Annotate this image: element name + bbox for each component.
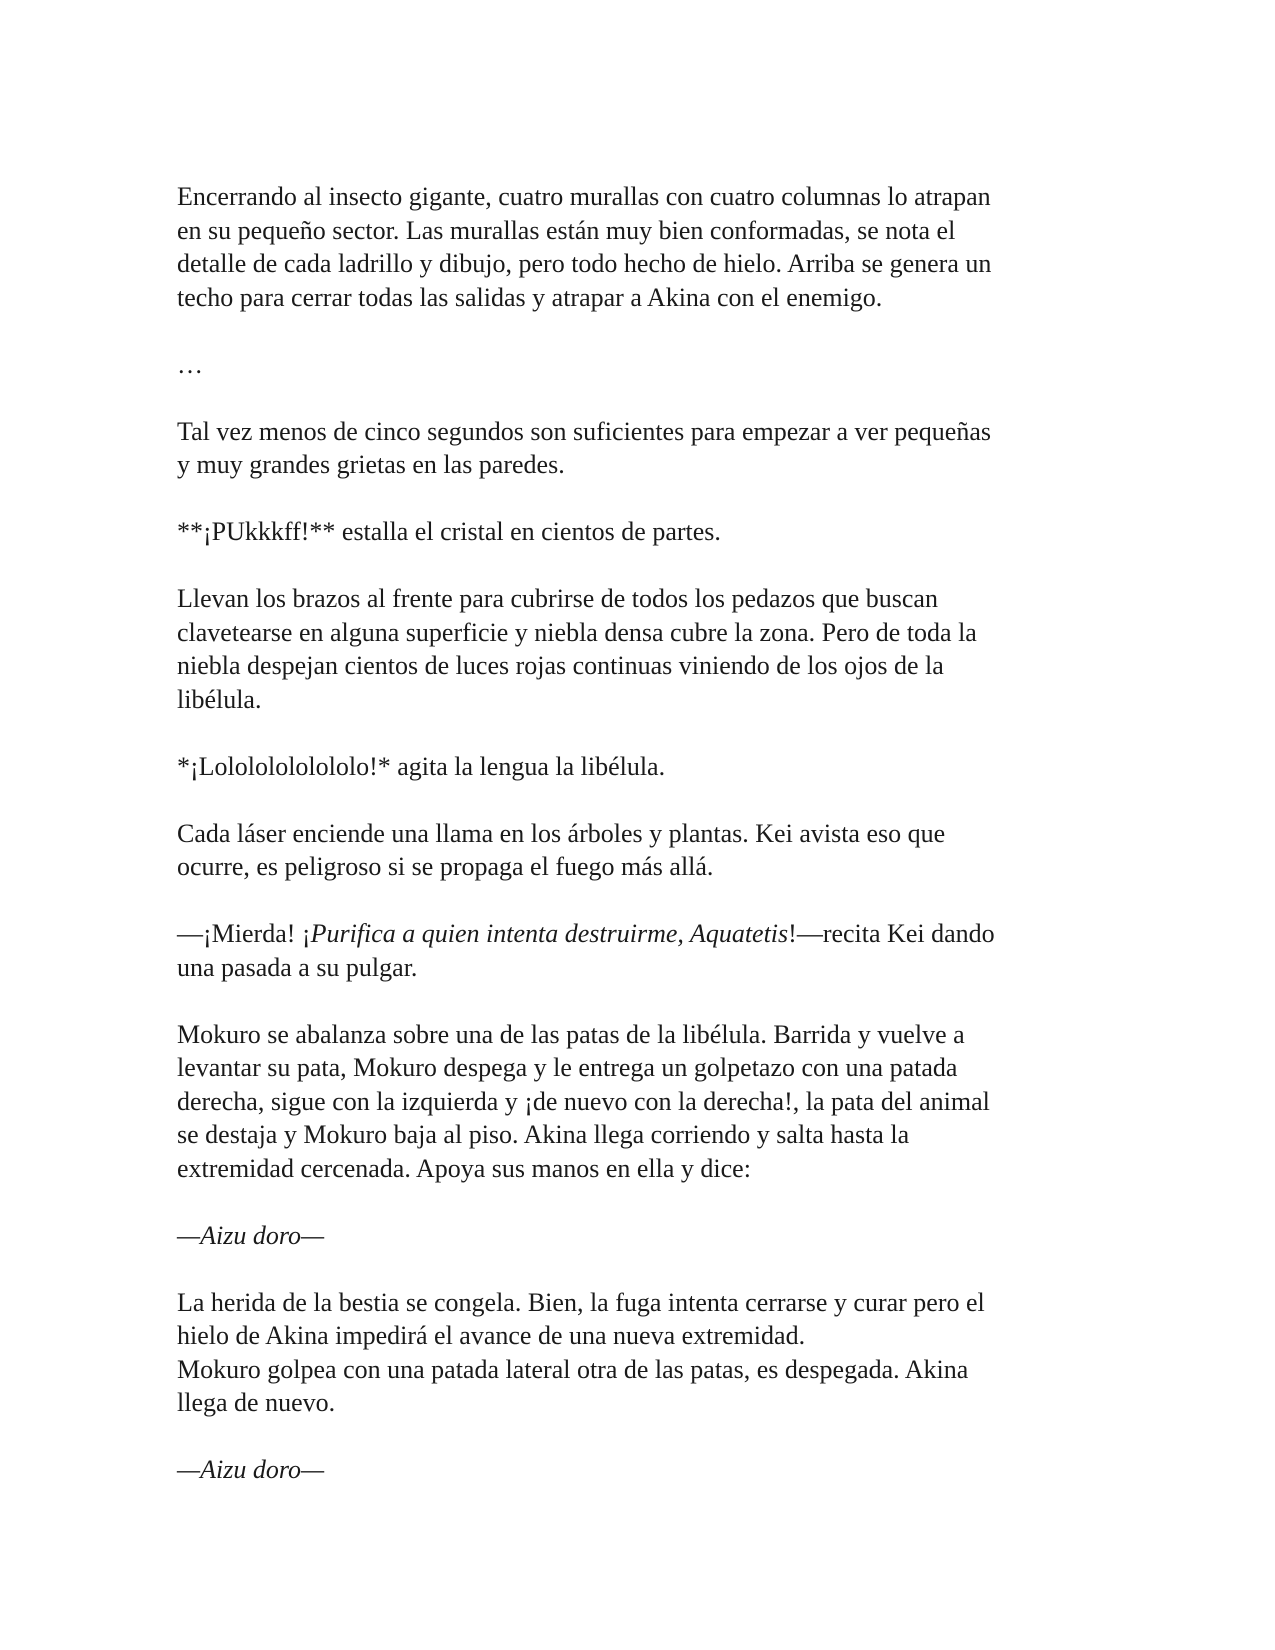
kei-spell-prefix: —¡Mierda! ¡ [177,919,311,948]
paragraph-aizu-doro-1: —Aizu doro— [177,1220,325,1250]
paragraph-wound-freezes: La herida de la bestia se congela. Bien, la fuga intenta cerrarse y curar pero el hielo de Akina impedirá el avance de una nueva extremidad. [177,1287,985,1350]
kei-spell-incantation: Purifica a quien intenta destruirme, Aquatetis [310,919,789,948]
kei-spell-suffix: !—recita Kei dando una pasada a su pulgar. [177,919,995,982]
paragraph-cracks: Tal vez menos de cinco segundos son suficientes para empezar a ver pequeñas y muy grandes grietas en las paredes. [177,416,991,479]
paragraph-kei-spell [177,917,1102,984]
paragraph-walls: Encerrando al insecto gigante, cuatro murallas con cuatro columnas lo atrapan en su pequeño sector. Las murallas están muy bien conformadas, se nota el detalle de cada ladrillo y dibujo, pero todo hecho de hielo. Arriba se genera un techo para cerrar todas las salidas y atrapar a Akina con el enemigo. [177,182,992,312]
paragraph-aizu-doro-2: —Aizu doro— [177,1455,325,1484]
document-page [177,180,1102,1520]
paragraph-tongue: *¡Lolololololololo!* agita la lengua la libélula. [177,751,666,781]
paragraph-mokuro-kick: Mokuro golpea con una patada lateral otra de las patas, es despegada. Akina llega de nuevo. [177,1354,969,1417]
paragraph-ellipsis: … [177,349,203,379]
paragraph-crystal-burst: **¡PUkkkff!** estalla el cristal en cientos de partes. [177,517,721,546]
paragraph-lasers: Cada láser enciende una llama en los árboles y plantas. Kei avista eso que ocurre, es peligroso si se propaga el fuego más allá. [177,818,946,881]
paragraph-fog: Llevan los brazos al frente para cubrirse de todos los pedazos que buscan clavetearse en alguna superficie y niebla densa cubre la zona. Pero de toda la niebla despejan cientos de luces rojas continuas viniendo de los ojos de la libélula. [177,584,977,714]
paragraph-mokuro-attack: Mokuro se abalanza sobre una de las patas de la libélula. Barrida y vuelve a levantar su pata, Mokuro despega y le entrega un golpetazo con una patada derecha, sigue con la izquierda y ¡de nuevo con la derecha!, la pata del animal se destaja y Mokuro baja al piso. Akina llega corriendo y salta hasta la extremidad cercenada. Apoya sus manos en ella y dice: [177,1019,990,1183]
